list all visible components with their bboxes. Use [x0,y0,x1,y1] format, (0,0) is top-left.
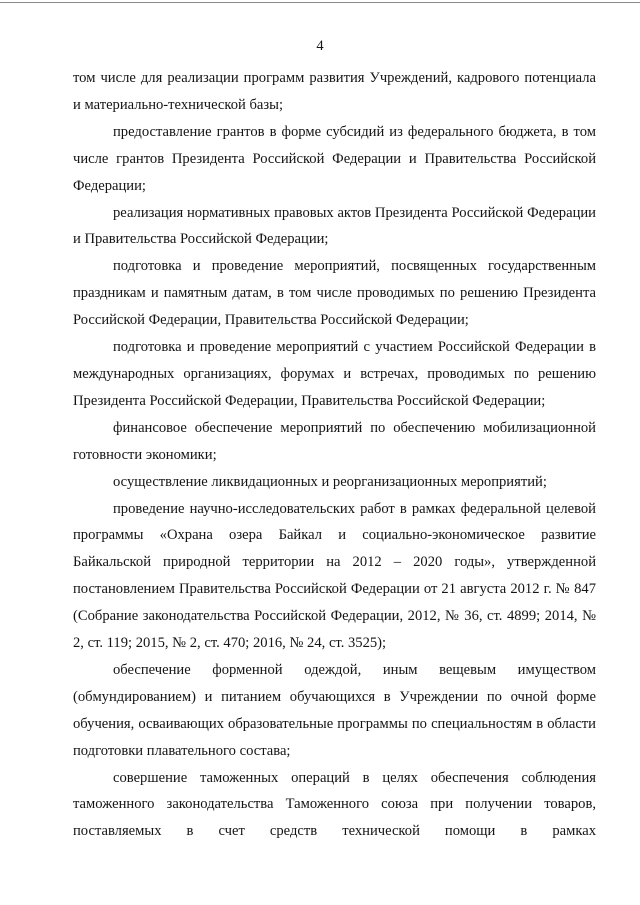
paragraph-grants: предоставление грантов в форме субсидий из федерального бюджета, в том числе грантов Президента Российской Федерации и Правительства Российской Федерации; [73,123,596,194]
paragraph-uniform-provision: обеспечение форменной одеждой, иным вещевым имуществом (обмундированием) и питанием обучающихся в Учреждении по очной форме обучения, осваивающих образовательные программы по специальностям в области подготовки плавательного состава; [73,661,596,759]
document-body [73,65,596,845]
paragraph-holidays-events: подготовка и проведение мероприятий, посвященных государственным праздникам и памятным датам, в том числе проводимых по решению Президента Российской Федерации, Правительства Российской Федерации; [73,258,596,329]
paragraph-normative-acts: реализация нормативных правовых актов Президента Российской Федерации и Правительства Российской Федерации; [73,204,596,248]
page-number: 4 [316,38,324,54]
paragraph-mobilization-readiness: финансовое обеспечение мероприятий по обеспечению мобилизационной готовности экономики; [73,419,596,463]
paragraph-research-baikal: проведение научно-исследовательских работ в рамках федеральной целевой программы «Охрана озера Байкал и социально-экономическое развитие Байкальской природной территории на 2012 – 2020 годы», утвержденной постановлением Правительства Российской Федерации от 21 августа 2012 г. № 847 (Собрание законодательства Российской Федерации, 2012, № 36, ст. 4899; 2014, № 2, ст. 119; 2015, № 2, ст. 470; 2016, № 24, ст. 3525); [73,500,596,652]
paragraph-customs-operations: совершение таможенных операций в целях обеспечения соблюдения таможенного законодательства Таможенного союза при получении товаров, поставляемых в счет средств технической помощи в рамках [73,769,596,840]
paragraph-international-events: подготовка и проведение мероприятий с участием Российской Федерации в международных организациях, форумах и встречах, проводимых по решению Президента Российской Федерации, Правительства Российской Федерации; [73,339,596,409]
scan-top-edge-line [0,2,640,3]
paragraph-continuation: том числе для реализации программ развития Учреждений, кадрового потенциала и материально-технической базы; [73,70,596,113]
paragraph-liquidation: осуществление ликвидационных и реорганизационных мероприятий; [113,473,547,490]
